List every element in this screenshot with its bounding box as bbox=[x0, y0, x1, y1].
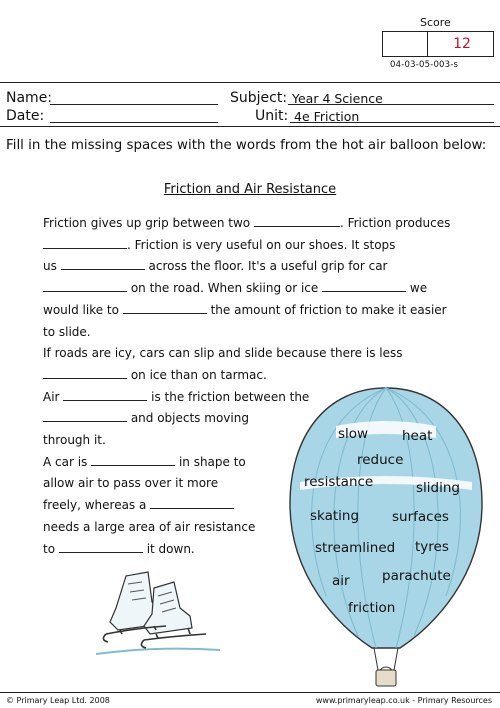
balloon-word: heat bbox=[402, 428, 433, 444]
footer-copyright: © Primary Leap Ltd. 2008 bbox=[6, 696, 110, 705]
passage-line: freely, whereas a bbox=[43, 495, 483, 517]
unit-underline bbox=[290, 122, 494, 123]
passage-line: on the road. When skiing or ice we bbox=[43, 278, 483, 300]
balloon-word: friction bbox=[348, 600, 396, 616]
instruction-text: Fill in the missing spaces with the words from the hot air balloon below: bbox=[6, 138, 487, 153]
passage-line: . Friction is very useful on our shoes. It stops bbox=[43, 235, 483, 257]
passage-line: through it. bbox=[43, 433, 106, 448]
answer-blank[interactable] bbox=[322, 279, 406, 292]
balloon-word: sliding bbox=[416, 480, 460, 496]
worksheet-title: Friction and Air Resistance bbox=[163, 182, 337, 197]
footer-rule bbox=[0, 692, 500, 693]
passage-line: on ice than on tarmac. bbox=[43, 365, 483, 387]
subject-underline bbox=[288, 104, 494, 105]
balloon-word: resistance bbox=[304, 474, 374, 490]
header-top-rule bbox=[0, 82, 500, 83]
score-box bbox=[382, 31, 494, 57]
answer-blank[interactable] bbox=[150, 496, 234, 509]
answer-blank[interactable] bbox=[43, 409, 127, 422]
worksheet-code: 04-03-05-003-s bbox=[390, 60, 459, 70]
balloon-word: air bbox=[332, 573, 350, 589]
passage-line: needs a large area of air resistance bbox=[43, 519, 256, 534]
score-label: Score bbox=[420, 16, 451, 29]
unit-label: Unit: bbox=[255, 108, 289, 124]
balloon-word: streamlined bbox=[315, 540, 396, 556]
answer-blank[interactable] bbox=[43, 279, 127, 292]
unit-value: 4e Friction bbox=[294, 109, 360, 124]
answer-blank[interactable] bbox=[59, 540, 143, 553]
balloon-word: reduce bbox=[357, 452, 404, 468]
date-label: Date: bbox=[6, 108, 45, 124]
balloon-word: tyres bbox=[415, 539, 449, 555]
passage-line: Air is the friction between the bbox=[43, 389, 310, 404]
answer-blank[interactable] bbox=[91, 453, 175, 466]
answer-blank[interactable] bbox=[43, 366, 127, 379]
subject-value: Year 4 Science bbox=[292, 91, 383, 106]
balloon-word: skating bbox=[310, 508, 360, 524]
balloon-word: parachute bbox=[382, 568, 451, 584]
passage-line: and objects moving bbox=[43, 408, 483, 430]
header-bottom-rule bbox=[0, 126, 500, 127]
ice-skates-icon bbox=[96, 568, 222, 658]
balloon-word: surfaces bbox=[392, 509, 449, 525]
passage-line: If roads are icy, cars can slip and slide because there is less bbox=[43, 346, 403, 361]
passage-line: to it down. bbox=[43, 541, 195, 556]
name-label: Name: bbox=[6, 90, 53, 106]
subject-label: Subject: bbox=[230, 90, 288, 106]
answer-blank[interactable] bbox=[254, 214, 340, 227]
passage-line: A car is in shape to bbox=[43, 454, 246, 469]
passage-line: would like to the amount of friction to make it easier bbox=[43, 302, 447, 317]
passage-line: allow air to pass over it more bbox=[43, 476, 219, 491]
date-field[interactable] bbox=[50, 122, 218, 123]
footer-website: www.primaryleap.co.uk - Primary Resources bbox=[315, 696, 492, 705]
passage-line: to slide. bbox=[43, 324, 91, 339]
passage-line: us across the floor. It's a useful grip for car bbox=[43, 259, 388, 274]
passage-line: Friction gives up grip between two . Friction produces bbox=[43, 216, 451, 230]
name-field[interactable] bbox=[50, 104, 218, 105]
answer-blank[interactable] bbox=[43, 236, 127, 249]
answer-blank[interactable] bbox=[63, 388, 147, 401]
balloon-word: slow bbox=[338, 426, 369, 442]
answer-blank[interactable] bbox=[123, 301, 207, 314]
answer-blank[interactable] bbox=[61, 257, 145, 270]
score-value: 12 bbox=[453, 36, 471, 52]
